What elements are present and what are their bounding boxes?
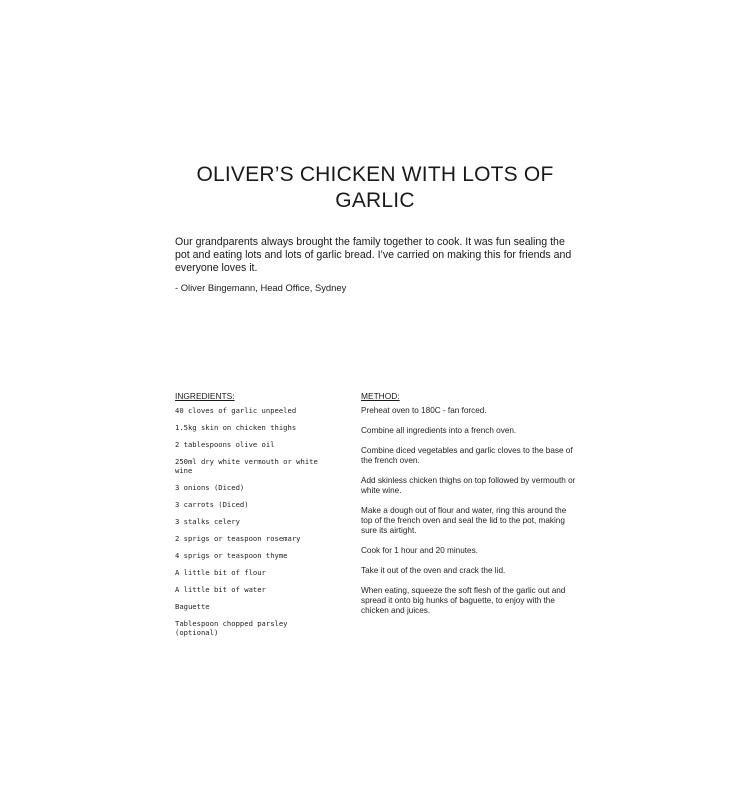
method-step: Add skinless chicken thighs on top followed by vermouth or white wine. (361, 476, 576, 495)
recipe-title: OLIVER’S CHICKEN WITH LOTS OF GARLIC (196, 163, 554, 212)
ingredient-item: A little bit of water (175, 585, 266, 594)
ingredients-heading: INGREDIENTS: (175, 391, 235, 401)
method-section (361, 391, 579, 626)
ingredient-item: 4 sprigs or teaspoon thyme (175, 551, 288, 560)
ingredient-item: 3 carrots (Diced) (175, 500, 249, 509)
recipe-attribution: - Oliver Bingemann, Head Office, Sydney (175, 282, 347, 293)
ingredient-item: 2 sprigs or teaspoon rosemary (175, 534, 301, 543)
method-step: When eating, squeeze the soft flesh of the garlic out and spread it onto big hunks of baguette, to enjoy with the chicken and juices. (361, 586, 566, 615)
recipe-intro: Our grandparents always brought the family together to cook. It was fun sealing the pot and eating lots and lots of garlic bread. I’ve carried on making this for friends and everyone loves it. (175, 236, 572, 274)
method-step: Preheat oven to 180C - fan forced. (361, 406, 487, 415)
ingredient-item: A little bit of flour (175, 568, 266, 577)
ingredient-item: Tablespoon chopped parsley (optional) (175, 619, 288, 637)
method-step: Combine diced vegetables and garlic cloves to the base of the french oven. (361, 446, 573, 465)
ingredient-item: 2 tablespoons olive oil (175, 440, 275, 449)
ingredient-list (175, 406, 335, 637)
ingredients-section (175, 391, 335, 645)
method-step: Take it out of the oven and crack the lid. (361, 566, 506, 575)
ingredient-item: Baguette (175, 602, 210, 611)
ingredient-item: 40 cloves of garlic unpeeled (175, 406, 297, 415)
method-heading: METHOD: (361, 391, 400, 401)
ingredient-item: 3 onions (Diced) (175, 483, 245, 492)
method-list (361, 406, 579, 616)
ingredient-item: 1.5kg skin on chicken thighs (175, 423, 297, 432)
ingredient-item: 3 stalks celery (175, 517, 240, 526)
ingredient-item: 250ml dry white vermouth or white wine (175, 457, 318, 475)
method-step: Make a dough out of flour and water, ring this around the top of the french oven and seal the lid to the pot, making sure its airtight. (361, 506, 567, 535)
method-step: Cook for 1 hour and 20 minutes. (361, 546, 478, 555)
method-step: Combine all ingredients into a french oven. (361, 426, 517, 435)
